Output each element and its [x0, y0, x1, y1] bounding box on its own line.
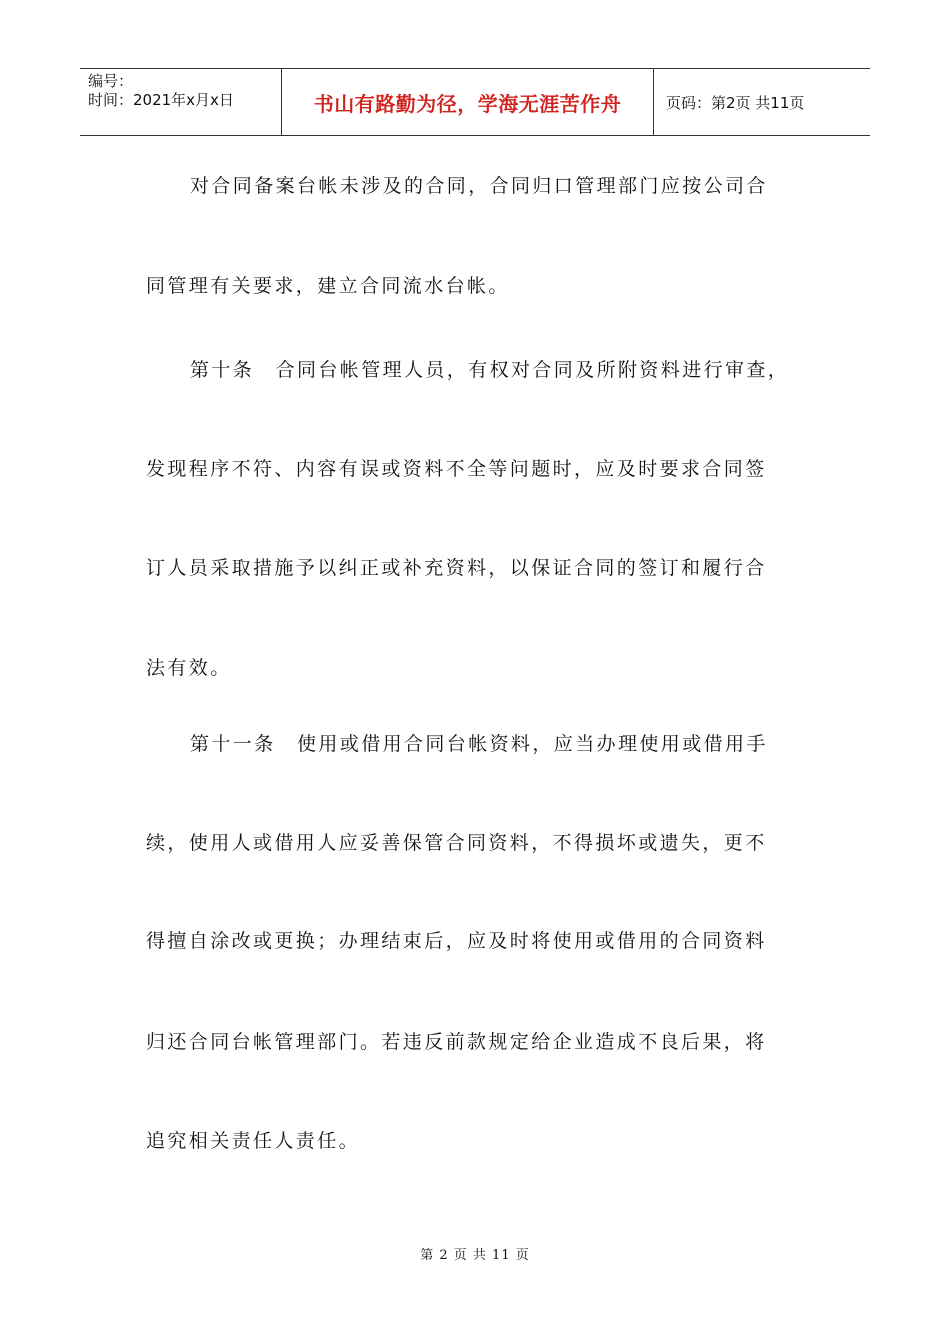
header-page-cell	[654, 69, 870, 135]
body-line: 续，使用人或借用人应妥善保管合同资料，不得损坏或遗失，更不	[146, 832, 767, 854]
serial-number-label: 编号：	[88, 72, 134, 90]
body-line: 发现程序不符、内容有误或资料不全等问题时，应及时要求合同签	[146, 458, 767, 480]
body-line: 追究相关责任人责任。	[146, 1130, 361, 1152]
body-line: 得擅自涂改或更换；办理结束后，应及时将使用或借用的合同资料	[146, 930, 767, 952]
body-line: 订人员采取措施予以纠正或补充资料，以保证合同的签订和履行合	[146, 557, 767, 579]
date-label: 时间：2021年x月x日	[88, 91, 234, 109]
page-header	[80, 68, 870, 136]
body-line: 归还合同台帐管理部门。若违反前款规定给企业造成不良后果，将	[146, 1031, 767, 1053]
body-line: 第十一条 使用或借用合同台帐资料，应当办理使用或借用手	[190, 733, 768, 755]
header-motto-cell	[282, 69, 654, 135]
header-meta-cell	[80, 69, 282, 135]
body-line: 法有效。	[146, 657, 232, 679]
page-footer: 第 2 页 共 11 页	[420, 1248, 530, 1263]
body-line: 对合同备案台帐未涉及的合同，合同归口管理部门应按公司合	[190, 175, 768, 197]
body-line: 同管理有关要求，建立合同流水台帐。	[146, 275, 510, 297]
body-line: 第十条 合同台帐管理人员，有权对合同及所附资料进行审查，	[190, 359, 790, 381]
header-page-info: 页码：第2页 共11页	[666, 93, 805, 112]
header-motto: 书山有路勤为径，学海无涯苦作舟	[313, 91, 622, 116]
